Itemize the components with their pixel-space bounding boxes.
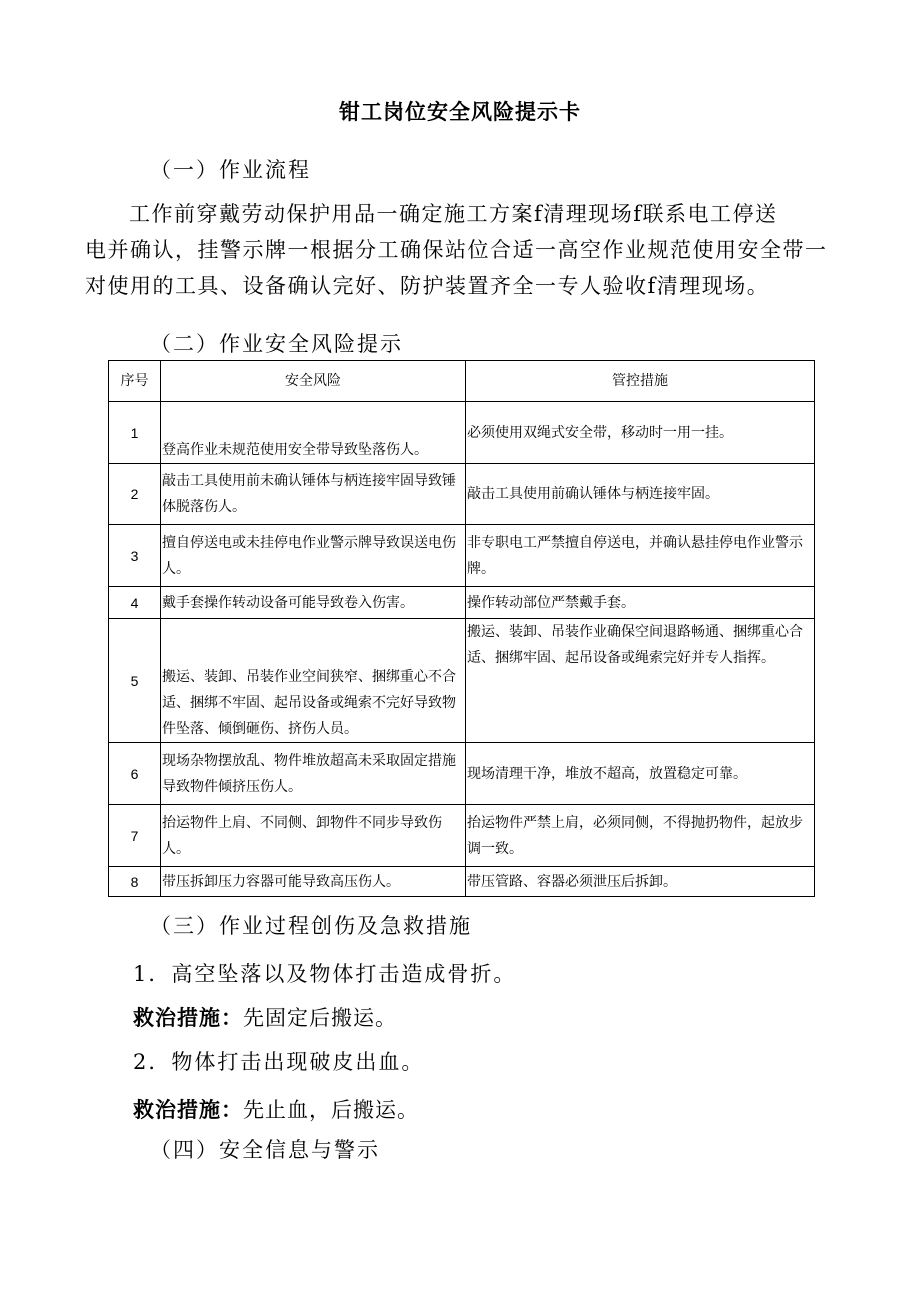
workflow-line-3: 对使用的工具、设备确认完好、防护装置齐全一专人验收f清理现场。	[85, 274, 770, 298]
section2-heading: （二）作业安全风险提示	[150, 332, 403, 356]
table-row	[109, 464, 815, 525]
risk-table	[108, 360, 815, 897]
table-header-row	[109, 361, 815, 402]
row-no: 6	[109, 743, 161, 805]
treatment-2	[133, 1094, 419, 1124]
row-no: 3	[109, 525, 161, 587]
page-title: 钳工岗位安全风险提示卡	[339, 100, 581, 124]
row-control: 带压管路、容器必须泄压后拆卸。	[466, 867, 815, 897]
row-control: 非专职电工严禁擅自停送电，并确认悬挂停电作业警示牌。	[466, 525, 815, 587]
row-risk: 擅自停送电或未挂停电作业警示牌导致误送电伤人。	[161, 525, 466, 587]
row-risk: 搬运、装卸、吊装作业空间狭窄、捆绑重心不合适、捆绑不牢固、起吊设备或绳索不完好导致物件坠落、倾倒砸伤、挤伤人员。	[161, 619, 466, 743]
injury-item-2: 2．物体打击出现破皮出血。	[133, 1050, 425, 1074]
treatment-label: 救治措施：	[133, 1006, 243, 1030]
workflow-paragraph	[85, 196, 845, 304]
section4-heading: （四）安全信息与警示	[150, 1138, 380, 1162]
row-risk: 带压拆卸压力容器可能导致高压伤人。	[161, 867, 466, 897]
table-row	[109, 805, 815, 867]
header-control: 管控措施	[466, 361, 815, 402]
row-control: 抬运物件严禁上肩，必须同侧，不得抛扔物件，起放步调一致。	[466, 805, 815, 867]
table-row	[109, 867, 815, 897]
treatment-label: 救治措施：	[133, 1098, 243, 1122]
row-no: 2	[109, 464, 161, 525]
table-row	[109, 402, 815, 464]
row-risk: 抬运物件上肩、不同侧、卸物件不同步导致伤人。	[161, 805, 466, 867]
row-control: 搬运、装卸、吊装作业确保空间退路畅通、捆绑重心合适、捆绑牢固、起吊设备或绳索完好并专人指挥。	[466, 619, 815, 743]
treatment-1	[133, 1002, 397, 1032]
row-control: 敲击工具使用前确认锤体与柄连接牢固。	[466, 464, 815, 525]
row-no: 8	[109, 867, 161, 897]
row-risk: 现场杂物摆放乱、物件堆放超高未采取固定措施导致物件倾挤压伤人。	[161, 743, 466, 805]
table-row	[109, 587, 815, 619]
table-row	[109, 525, 815, 587]
row-no: 1	[109, 402, 161, 464]
row-risk: 登高作业未规范使用安全带导致坠落伤人。	[161, 402, 466, 464]
treatment-measure: 先固定后搬运。	[243, 1006, 397, 1030]
row-control: 必须使用双绳式安全带，移动时一用一挂。	[466, 402, 815, 464]
header-no: 序号	[109, 361, 161, 402]
row-risk: 戴手套操作转动设备可能导致卷入伤害。	[161, 587, 466, 619]
workflow-line-1: 工作前穿戴劳动保护用品一确定施工方案f清理现场f联系电工停送	[129, 202, 778, 226]
row-control: 操作转动部位严禁戴手套。	[466, 587, 815, 619]
workflow-line-2: 电并确认，挂警示牌一根据分工确保站位合适一高空作业规范使用安全带一	[85, 238, 828, 262]
treatment-measure: 先止血，后搬运。	[243, 1098, 419, 1122]
row-risk: 敲击工具使用前未确认锤体与柄连接牢固导致锤体脱落伤人。	[161, 464, 466, 525]
row-no: 7	[109, 805, 161, 867]
table-row	[109, 619, 815, 743]
section3-heading: （三）作业过程创伤及急救措施	[150, 914, 472, 938]
injury-item-1: 1．高空坠落以及物体打击造成骨折。	[133, 962, 517, 986]
table-row	[109, 743, 815, 805]
row-no: 5	[109, 619, 161, 743]
header-risk: 安全风险	[161, 361, 466, 402]
row-no: 4	[109, 587, 161, 619]
row-control: 现场清理干净，堆放不超高，放置稳定可靠。	[466, 743, 815, 805]
section1-heading: （一）作业流程	[150, 158, 311, 182]
